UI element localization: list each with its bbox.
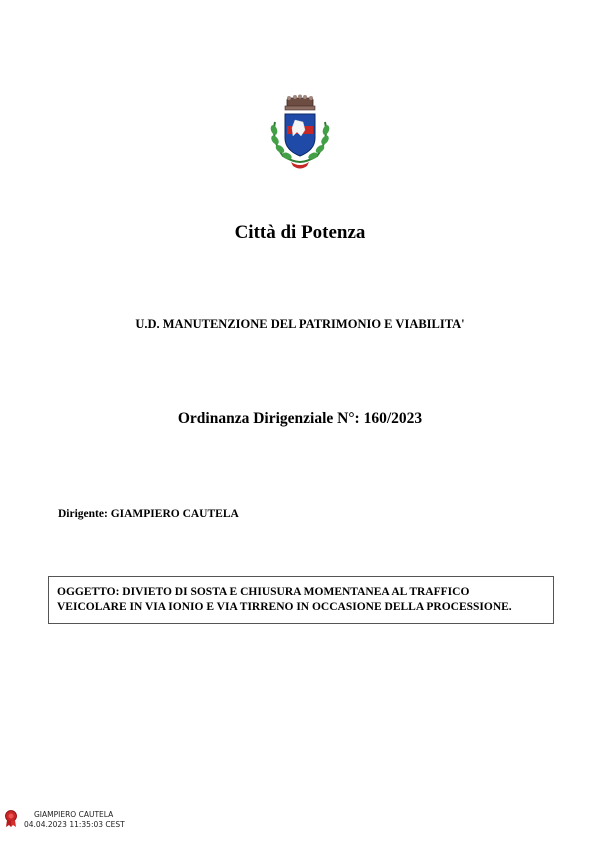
subject-box <box>48 576 554 624</box>
dirigente-name: Dirigente: GIAMPIERO CAUTELA <box>58 508 239 520</box>
subject-line-1: OGGETTO: DIVIETO DI SOSTA E CHIUSURA MOMENTANEA AL TRAFFICO <box>57 586 470 598</box>
digital-signature-seal-icon <box>4 810 18 828</box>
ordinance-number: Ordinanza Dirigenziale N°: 160/2023 <box>177 410 423 427</box>
signature-timestamp: 04.04.2023 11:35:03 CEST <box>24 820 125 829</box>
office-name: U.D. MANUTENZIONE DEL PATRIMONIO E VIABILITA' <box>135 317 465 331</box>
signer-name: GIAMPIERO CAUTELA <box>34 810 114 819</box>
city-coat-of-arms-icon <box>265 92 335 172</box>
subject-line-2: VEICOLARE IN VIA IONIO E VIA TIRRENO IN OCCASIONE DELLA PROCESSIONE. <box>57 601 512 613</box>
city-title: Città di Potenza <box>234 222 366 243</box>
digital-signature <box>4 810 204 832</box>
